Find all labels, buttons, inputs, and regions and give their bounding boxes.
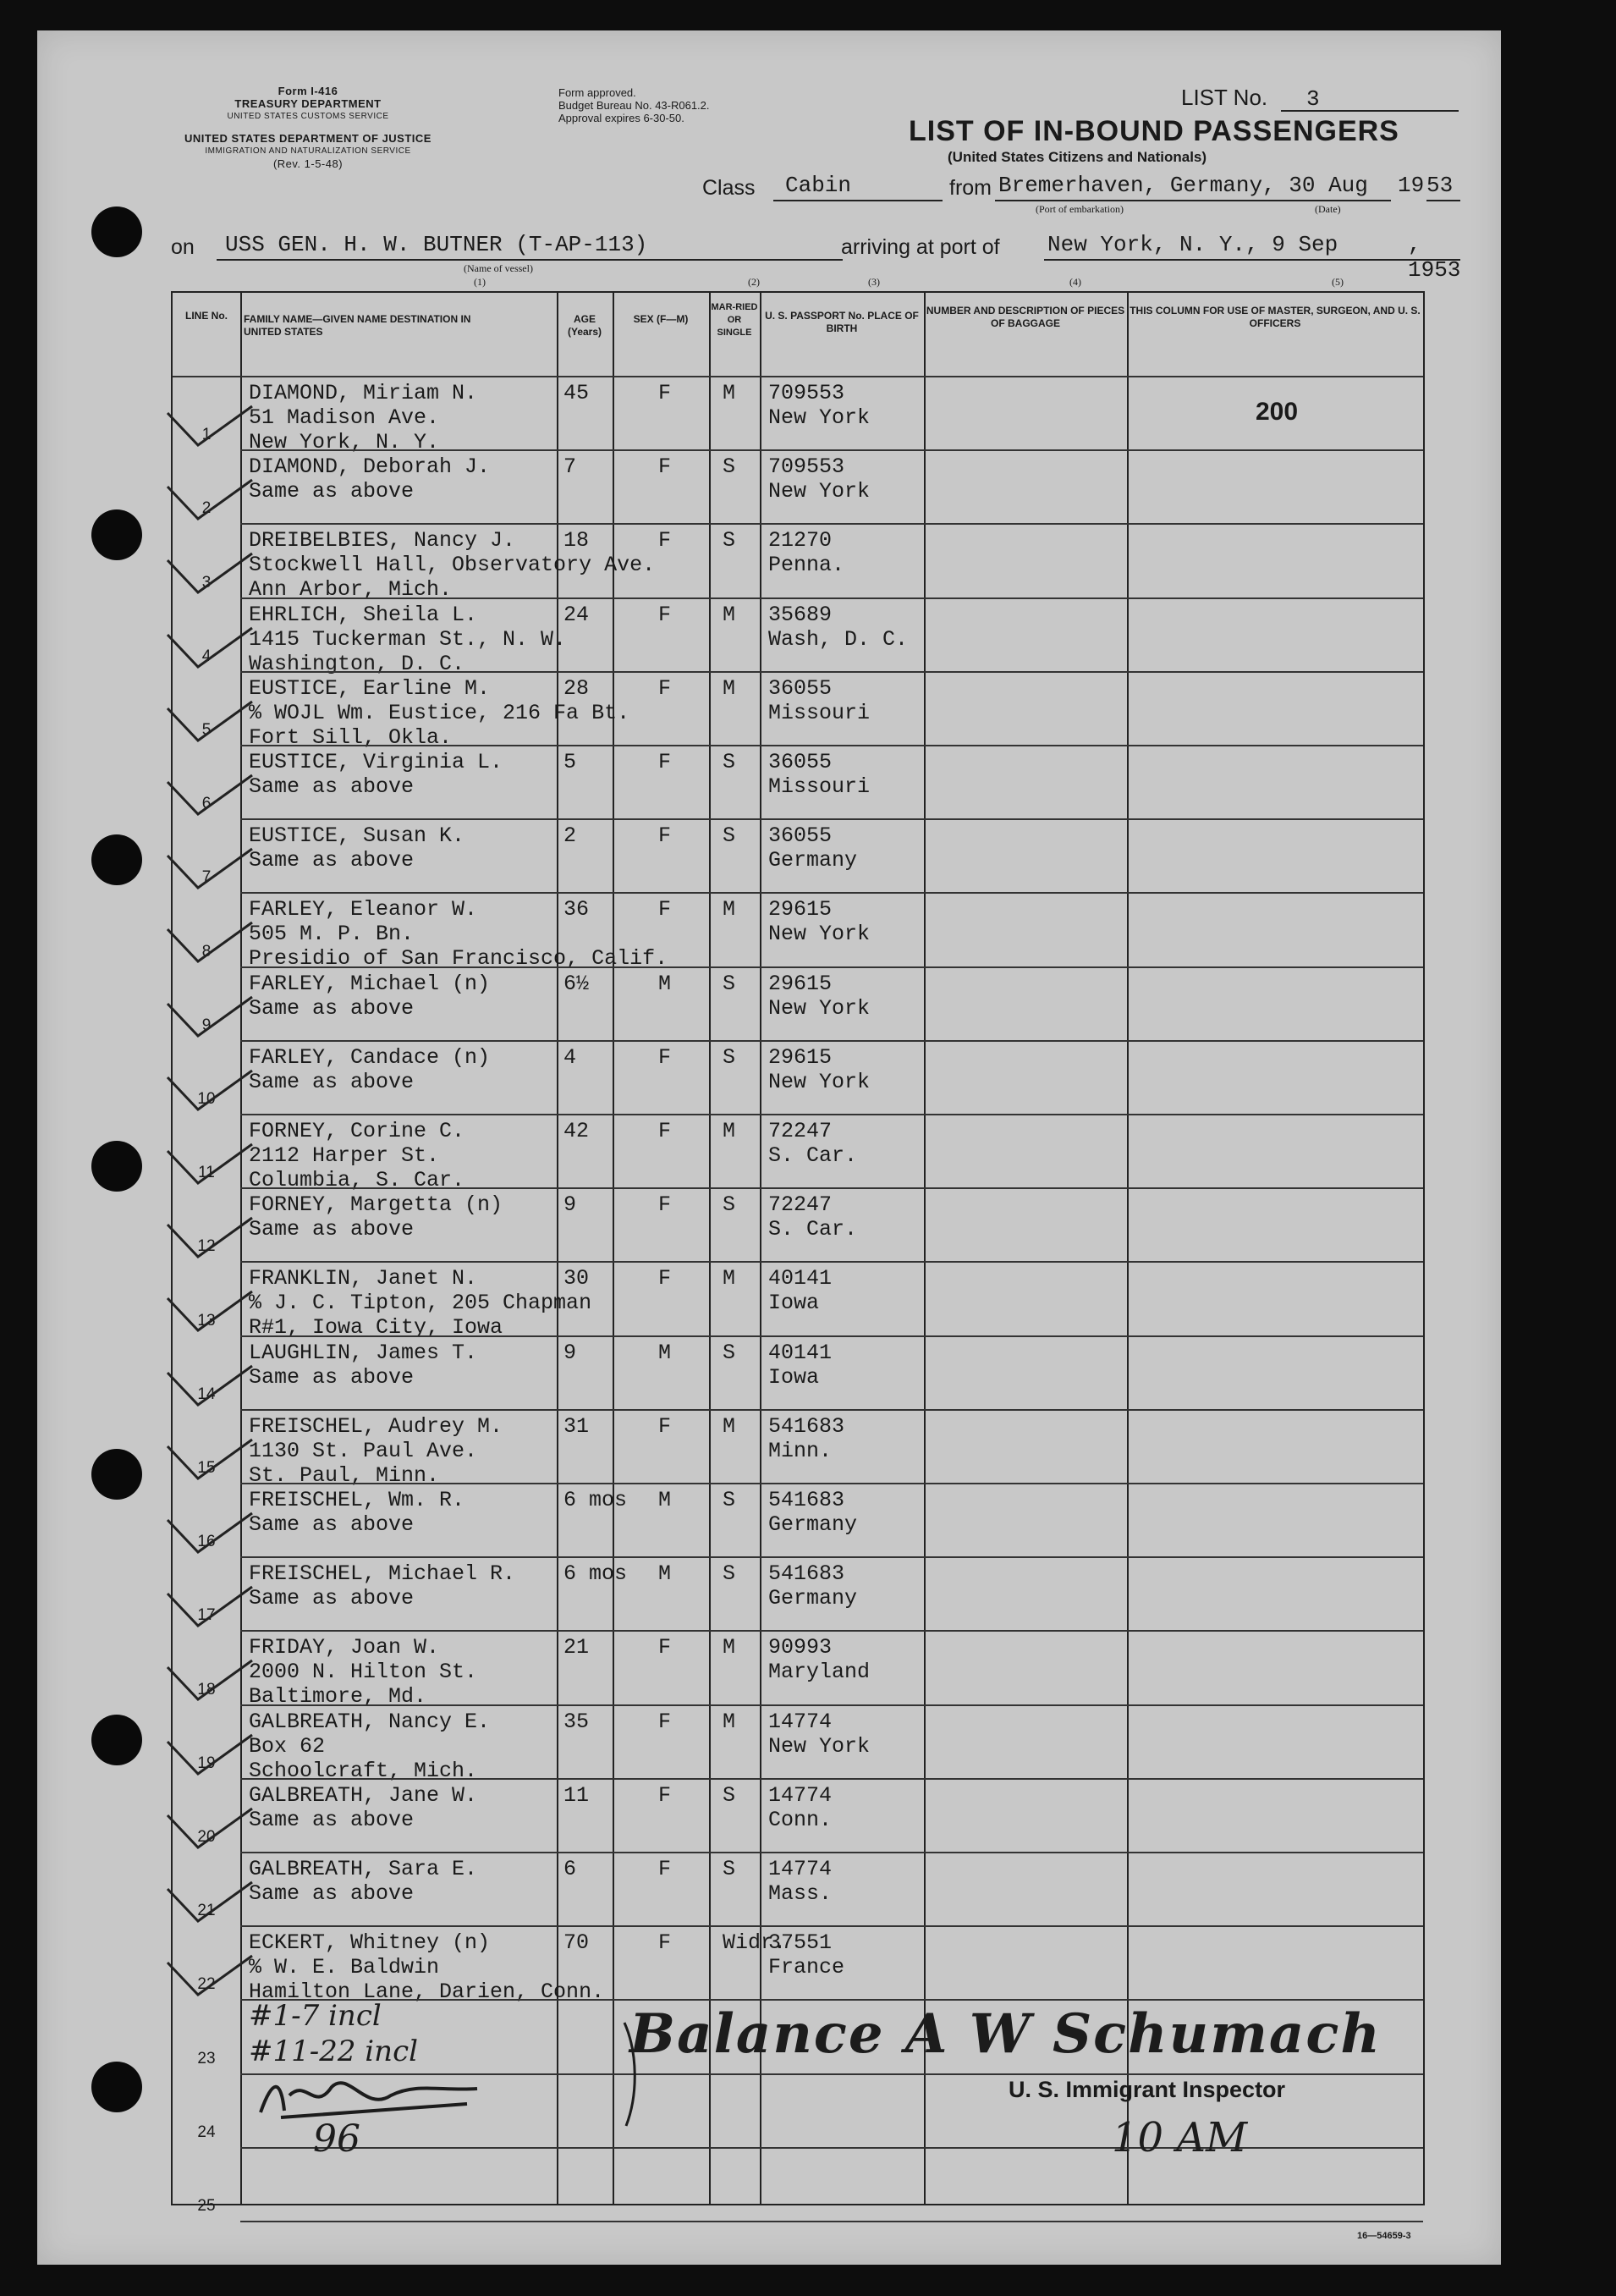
officer-note: 200	[1256, 398, 1299, 426]
line-number: 12	[197, 1237, 216, 1256]
passenger-name-address: DREIBELBIES, Nancy J. Stockwell Hall, Observatory Ave. Ann Arbor, Mich.	[249, 528, 656, 603]
passenger-name-address: FRIDAY, Joan W. 2000 N. Hilton St. Baltimore, Md.	[249, 1635, 478, 1710]
table-row	[173, 1337, 1423, 1411]
marital-status: S	[723, 1488, 736, 1512]
check-mark	[164, 1583, 257, 1643]
initials-scribble	[256, 2070, 484, 2121]
sex-value: M	[658, 971, 672, 996]
sex-value: F	[658, 528, 672, 553]
sex-value: F	[658, 1857, 672, 1881]
col-number: (1)	[474, 276, 486, 288]
age-value: 4	[563, 1044, 577, 1070]
passport-birthplace: 709553 New York	[768, 381, 871, 430]
form-number: Form I-416	[278, 85, 338, 97]
marital-status: S	[723, 454, 736, 480]
col-header-line-no: LINE No.	[185, 310, 228, 322]
col-number: (5)	[1332, 276, 1344, 288]
marital-status: M	[723, 675, 736, 701]
arrival-year-field	[1408, 232, 1461, 283]
list-no-field	[1281, 86, 1459, 112]
marital-status: S	[723, 1561, 736, 1587]
arriving-label: arriving at port of	[841, 235, 1000, 259]
col-number: (3)	[868, 276, 880, 288]
port-caption: (Port of embarkation)	[1036, 203, 1124, 215]
age-value: 9	[563, 1192, 577, 1218]
vessel-name: USS GEN. H. W. BUTNER (T-AP-113)	[225, 232, 648, 257]
sex-value: F	[658, 1782, 672, 1808]
check-mark	[164, 1732, 257, 1791]
check-mark	[164, 476, 257, 536]
age-value: 11	[563, 1782, 590, 1808]
table-row	[173, 1927, 1423, 2005]
doj-title: UNITED STATES DEPARTMENT OF JUSTICE	[184, 132, 431, 145]
passenger-name-address: FREISCHEL, Wm. R. Same as above	[249, 1488, 465, 1537]
class-value: Cabin	[785, 173, 852, 198]
passenger-name-address: EUSTICE, Virginia L. Same as above	[249, 750, 503, 799]
passport-birthplace: 37551 France	[768, 1930, 845, 1980]
check-mark	[164, 772, 257, 831]
table-row	[173, 1558, 1423, 1632]
age-value: 24	[563, 602, 590, 627]
date-caption: (Date)	[1315, 203, 1341, 215]
table-row	[173, 968, 1423, 1042]
table-row	[173, 1706, 1423, 1783]
passport-birthplace: 541683 Germany	[768, 1561, 858, 1611]
check-mark	[164, 1805, 257, 1864]
passport-birthplace: 36055 Missouri	[768, 675, 871, 725]
passenger-name-address: LAUGHLIN, James T. Same as above	[249, 1340, 478, 1390]
vessel-caption: (Name of vessel)	[464, 262, 533, 274]
age-value: 6½	[563, 971, 590, 996]
marital-status: M	[723, 602, 736, 627]
line-number: 6	[201, 795, 212, 813]
line-number: 5	[201, 720, 212, 739]
page-title: LIST OF IN-BOUND PASSENGERS	[909, 115, 1399, 147]
punch-hole	[91, 1715, 142, 1765]
age-value: 42	[563, 1119, 590, 1143]
sex-value: F	[658, 1709, 672, 1734]
ins-title: IMMIGRATION AND NATURALIZATION SERVICE	[205, 146, 411, 156]
passenger-name-address: GALBREATH, Nancy E. Box 62 Schoolcraft, Mich.	[249, 1709, 491, 1783]
check-mark	[164, 1657, 257, 1716]
list-no-value: 3	[1306, 86, 1320, 112]
age-value: 45	[563, 381, 590, 405]
sex-value: F	[658, 454, 672, 480]
sex-value: F	[658, 1192, 672, 1218]
document-page	[37, 30, 1501, 2265]
passenger-name-address: DIAMOND, Miriam N. 51 Madison Ave. New York, N. Y.	[249, 381, 478, 454]
col-header-age: AGE (Years)	[567, 313, 602, 338]
from-year-field	[1426, 173, 1460, 201]
marital-status: M	[723, 1266, 736, 1291]
check-mark	[164, 550, 257, 609]
punch-hole	[91, 2062, 142, 2112]
passport-birthplace: 72247 S. Car.	[768, 1192, 858, 1242]
check-mark	[164, 1363, 257, 1422]
class-label: Class	[702, 176, 756, 200]
check-mark	[164, 698, 257, 757]
table-row	[173, 377, 1423, 454]
marital-status: S	[723, 750, 736, 774]
passenger-name-address: FARLEY, Candace (n) Same as above	[249, 1044, 491, 1094]
passport-birthplace: 541683 Germany	[768, 1488, 858, 1537]
check-mark	[164, 1141, 257, 1200]
marital-status: M	[723, 1635, 736, 1660]
passenger-name-address: FRANKLIN, Janet N. % J. C. Tipton, 205 Chapman R#1, Iowa City, Iowa	[249, 1266, 592, 1341]
class-field	[773, 173, 943, 201]
handwritten-count: 96	[313, 2117, 360, 2161]
arrival-value: New York, N. Y., 9 Sep	[1047, 232, 1338, 257]
page-subtitle: (United States Citizens and Nationals)	[948, 149, 1207, 165]
passport-birthplace: 29615 New York	[768, 897, 871, 947]
passenger-name-address: GALBREATH, Jane W. Same as above	[249, 1782, 478, 1832]
table-row	[173, 1411, 1423, 1488]
age-value: 7	[563, 454, 577, 480]
line-number: 11	[198, 1164, 215, 1182]
sex-value: F	[658, 1635, 672, 1660]
sex-value: M	[658, 1488, 672, 1512]
line-number: 7	[201, 868, 212, 887]
passport-birthplace: 29615 New York	[768, 971, 871, 1021]
check-mark	[164, 1214, 257, 1274]
check-mark	[164, 1952, 257, 2012]
marital-status: S	[723, 528, 736, 553]
line-number: 16	[197, 1533, 216, 1551]
age-value: 6 mos	[563, 1488, 628, 1512]
sex-value: F	[658, 1044, 672, 1070]
sex-value: M	[658, 1340, 672, 1365]
col-header-name: FAMILY NAME—GIVEN NAME DESTINATION IN UNITED STATES	[244, 313, 471, 338]
marital-status: M	[723, 1119, 736, 1143]
passport-birthplace: 29615 New York	[768, 1044, 871, 1094]
inspector-signature: Balance A W Schumach	[629, 2002, 1382, 2066]
age-value: 28	[563, 675, 590, 701]
table-row	[173, 673, 1423, 750]
line-number: 21	[197, 1902, 216, 1920]
col-header-married: MAR-RIED OR SINGLE	[711, 302, 758, 338]
passport-birthplace: 40141 Iowa	[768, 1266, 833, 1316]
age-value: 5	[563, 750, 577, 774]
passenger-name-address: FORNEY, Margetta (n) Same as above	[249, 1192, 503, 1242]
table-row	[173, 599, 1423, 676]
age-value: 9	[563, 1340, 577, 1365]
row-divider	[240, 2221, 1423, 2222]
passenger-name-address: EUSTICE, Earline M. % WOJL Wm. Eustice, 216 Fa Bt. Fort Sill, Okla.	[249, 675, 630, 750]
passenger-name-address: FARLEY, Michael (n) Same as above	[249, 971, 491, 1021]
passport-birthplace: 35689 Wash, D. C.	[768, 602, 909, 652]
table-row	[173, 1042, 1423, 1115]
age-value: 36	[563, 897, 590, 922]
table-row	[173, 1853, 1423, 1927]
check-mark	[164, 1436, 257, 1495]
list-no-label: LIST No.	[1181, 85, 1268, 110]
form-id-block	[198, 85, 418, 123]
col-header-officers: THIS COLUMN FOR USE OF MASTER, SURGEON, AND U. S. OFFICERS	[1130, 305, 1421, 329]
approval-line: Budget Bureau No. 43-R061.2.	[558, 99, 710, 112]
check-mark	[164, 625, 257, 684]
check-mark	[164, 1067, 257, 1126]
line-number: 23	[197, 2049, 216, 2068]
treasury-dept: TREASURY DEPARTMENT	[234, 97, 382, 110]
arrival-field	[1044, 232, 1408, 261]
vessel-field	[217, 232, 843, 261]
age-value: 21	[563, 1635, 590, 1660]
customs-service: UNITED STATES CUSTOMS SERVICE	[227, 112, 389, 121]
sex-value: F	[658, 1266, 672, 1291]
check-mark	[164, 1288, 257, 1347]
handwritten-note: #1-7 incl	[249, 1999, 382, 2033]
age-value: 31	[563, 1413, 590, 1439]
line-number: 24	[197, 2123, 216, 2141]
col-header-passport: U. S. PASSPORT No. PLACE OF BIRTH	[765, 310, 919, 334]
passenger-name-address: FORNEY, Corine C. 2112 Harper St. Columbia, S. Car.	[249, 1119, 465, 1192]
passenger-name-address: EUSTICE, Susan K. Same as above	[249, 823, 465, 873]
passport-birthplace: 14774 Mass.	[768, 1857, 833, 1906]
handwritten-note: #11-22 incl	[249, 2034, 418, 2068]
punch-hole	[91, 834, 142, 885]
table-row	[173, 1189, 1423, 1263]
passenger-name-address: DIAMOND, Deborah J. Same as above	[249, 454, 491, 504]
approval-block	[558, 86, 710, 124]
age-value: 18	[563, 528, 590, 553]
sex-value: F	[658, 381, 672, 405]
marital-status: S	[723, 971, 736, 996]
age-value: 70	[563, 1930, 590, 1956]
revision: (Rev. 1-5-48)	[272, 157, 344, 170]
marital-status: M	[723, 1709, 736, 1734]
from-value: Bremerhaven, Germany, 30 Aug	[998, 173, 1368, 198]
col-number: (4)	[1069, 276, 1081, 288]
approval-line: Approval expires 6-30-50.	[558, 112, 684, 124]
passport-birthplace: 14774 Conn.	[768, 1782, 833, 1832]
marital-status: S	[723, 1192, 736, 1218]
sex-value: F	[658, 675, 672, 701]
punch-hole	[91, 206, 142, 257]
sex-value: F	[658, 823, 672, 849]
marital-status: M	[723, 381, 736, 405]
passenger-name-address: FARLEY, Eleanor W. 505 M. P. Bn. Presidio of San Francisco, Calif.	[249, 897, 668, 972]
table-row	[173, 746, 1423, 820]
from-field	[995, 173, 1391, 201]
age-value: 6	[563, 1857, 577, 1881]
punch-hole	[91, 1449, 142, 1500]
passenger-name-address: EHRLICH, Sheila L. 1415 Tuckerman St., N. W. Washington, D. C.	[249, 602, 567, 676]
check-mark	[164, 403, 257, 462]
line-number: 9	[201, 1016, 212, 1034]
marital-status: S	[723, 823, 736, 849]
on-label: on	[171, 235, 195, 259]
line-number: 17	[197, 1606, 216, 1625]
col-header-sex: SEX (F—M)	[633, 313, 689, 325]
passenger-table	[171, 291, 1425, 2215]
table-row	[173, 525, 1423, 603]
passport-birthplace: 21270 Penna.	[768, 528, 845, 578]
table-row	[173, 1263, 1423, 1341]
passport-birthplace: 40141 Iowa	[768, 1340, 833, 1390]
table-row	[173, 1780, 1423, 1853]
check-mark	[164, 1510, 257, 1569]
sex-value: M	[658, 1561, 672, 1587]
line-number: 1	[201, 426, 212, 444]
passport-birthplace: 14774 New York	[768, 1709, 871, 1759]
age-value: 35	[563, 1709, 590, 1734]
age-value: 6 mos	[563, 1561, 628, 1587]
sex-value: F	[658, 1930, 672, 1956]
check-mark	[164, 1879, 257, 1938]
passenger-name-address: ECKERT, Whitney (n) % W. E. Baldwin Hamilton Lane, Darien, Conn.	[249, 1930, 605, 2005]
sex-value: F	[658, 1119, 672, 1143]
marital-status: M	[723, 1413, 736, 1439]
line-number: 20	[197, 1827, 216, 1846]
passenger-name-address: GALBREATH, Sara E. Same as above	[249, 1857, 478, 1906]
handwritten-time: 10 AM	[1112, 2114, 1248, 2161]
line-number: 19	[197, 1754, 216, 1772]
line-number: 13	[197, 1311, 216, 1330]
line-number: 8	[201, 942, 212, 961]
check-mark	[164, 845, 257, 905]
line-number: 18	[197, 1680, 216, 1699]
line-number: 22	[197, 1975, 216, 1994]
passport-birthplace: 72247 S. Car.	[768, 1119, 858, 1168]
approval-line: Form approved.	[558, 86, 636, 99]
inspector-label: U. S. Immigrant Inspector	[1009, 2077, 1286, 2102]
sex-value: F	[658, 1413, 672, 1439]
passport-birthplace: 709553 New York	[768, 454, 871, 504]
sex-value: F	[658, 602, 672, 627]
col-header-baggage: NUMBER AND DESCRIPTION OF PIECES OF BAGGAGE	[926, 305, 1125, 329]
marital-status: S	[723, 1857, 736, 1881]
table-row	[173, 820, 1423, 894]
line-number: 2	[201, 499, 212, 518]
line-number: 25	[197, 2196, 216, 2215]
passport-birthplace: 541683 Minn.	[768, 1413, 845, 1463]
passport-birthplace: 36055 Germany	[768, 823, 858, 873]
sex-value: F	[658, 750, 672, 774]
passport-birthplace: 36055 Missouri	[768, 750, 871, 799]
marital-status: S	[723, 1782, 736, 1808]
age-value: 30	[563, 1266, 590, 1291]
age-value: 2	[563, 823, 577, 849]
table-row	[173, 894, 1423, 972]
marital-status: S	[723, 1340, 736, 1365]
passenger-name-address: FREISCHEL, Michael R. Same as above	[249, 1561, 516, 1611]
sex-value: F	[658, 897, 672, 922]
table-row	[173, 451, 1423, 525]
line-number: 3	[201, 573, 212, 592]
check-mark	[164, 919, 257, 978]
col-number: (2)	[748, 276, 760, 288]
line-number: 14	[197, 1385, 216, 1403]
line-number: 10	[197, 1089, 216, 1108]
table-row	[173, 1632, 1423, 1710]
marital-status: S	[723, 1044, 736, 1070]
punch-hole	[91, 509, 142, 560]
passenger-name-address: FREISCHEL, Audrey M. 1130 St. Paul Ave. St. Paul, Minn.	[249, 1413, 503, 1488]
marital-status: M	[723, 897, 736, 922]
doj-block	[164, 132, 452, 170]
print-code: 16—54659-3	[1357, 2231, 1411, 2241]
check-mark	[164, 994, 257, 1053]
from-year: 53	[1426, 173, 1454, 198]
table-row	[173, 1115, 1423, 1192]
line-number: 15	[197, 1458, 216, 1477]
arrival-year: , 1953	[1408, 232, 1461, 283]
line-number: 4	[201, 647, 212, 665]
passport-birthplace: 90993 Maryland	[768, 1635, 871, 1685]
punch-hole	[91, 1141, 142, 1192]
table-row	[173, 1484, 1423, 1558]
marital-status: Widr.	[723, 1930, 787, 1956]
from-label: from	[949, 176, 992, 200]
from-year-prefix: 19	[1398, 173, 1425, 198]
